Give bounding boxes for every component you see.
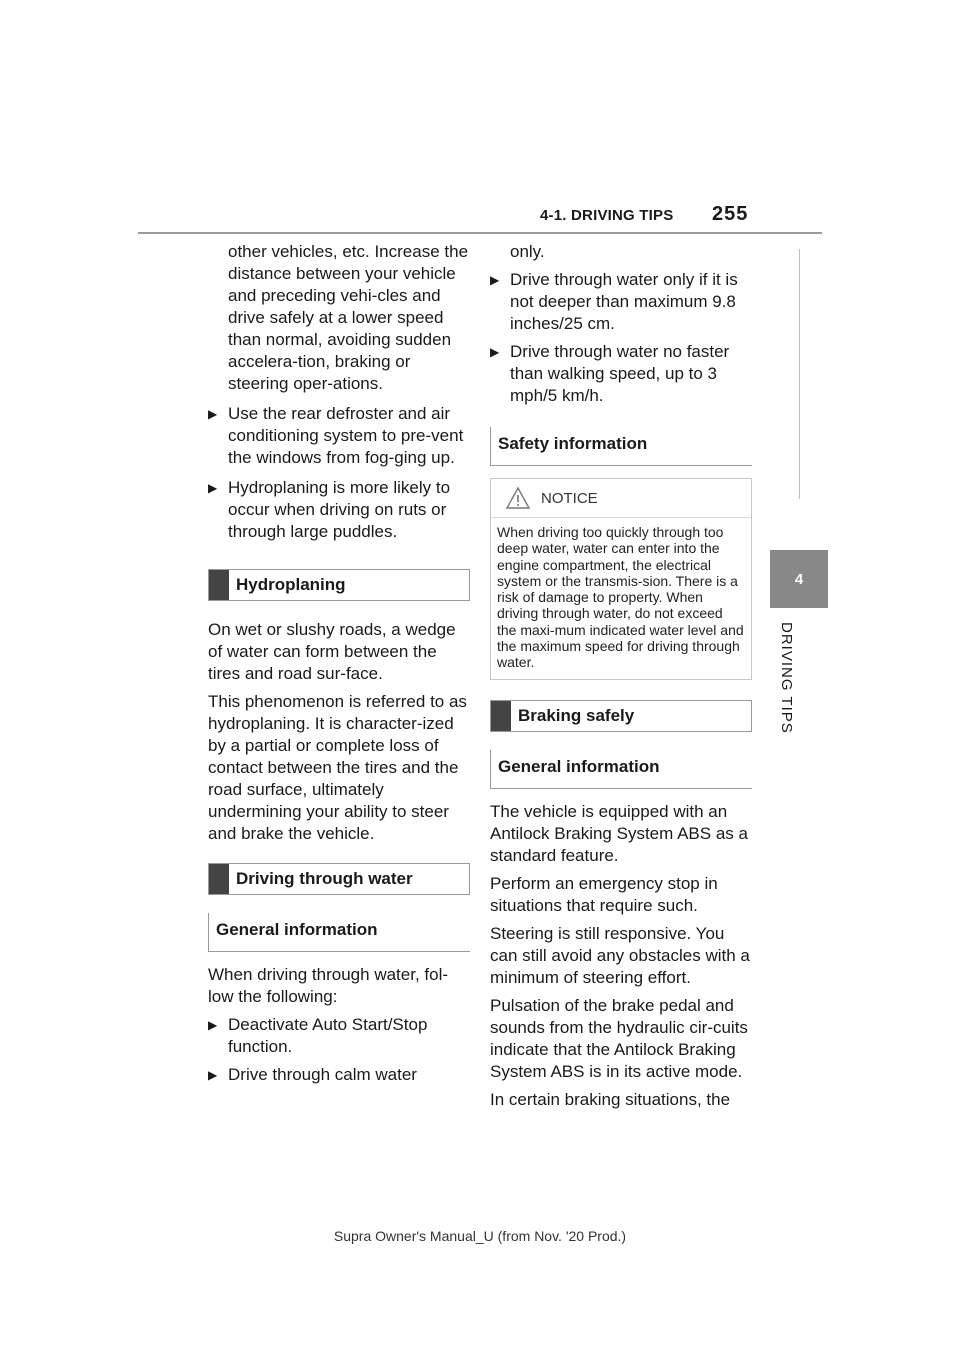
list-item: ▶ Use the rear defroster and air conditioning system to pre-vent the windows from fog-ging up. (208, 403, 470, 469)
braking-safely-heading (490, 700, 752, 732)
notice-label: NOTICE (541, 490, 598, 507)
heading-text: Hydroplaning (236, 575, 346, 594)
general-information-heading: General information (490, 750, 752, 789)
heading-text: Driving through water (236, 869, 413, 888)
warning-triangle-icon (505, 486, 531, 510)
notice-box (490, 478, 752, 680)
paragraph: In certain braking situations, the (490, 1089, 731, 1109)
general-information-heading: General information (208, 913, 470, 952)
safety-information-heading: Safety information (490, 427, 752, 466)
notice-text: When driving too quickly through too deep water, water can enter into the engine compartment, the electrical system or the transmis-sion. There is a risk of damage to property. When driving through water, do not exceed the maxi-mum indicated water level and the maximum speed for driving through water. (497, 524, 744, 671)
paragraph: On wet or slushy roads, a wedge of water can form between the tires and road sur-face. (208, 620, 456, 683)
list-item: ▶ Hydroplaning is more likely to occur when driving on ruts or through large puddles. (208, 477, 470, 543)
notice-header (491, 479, 751, 518)
heading-bar (209, 570, 229, 600)
heading-bar (209, 864, 229, 894)
heading-text: Braking safely (518, 705, 635, 725)
paragraph: This phenomenon is referred to as hydroplaning. It is character-ized by a partial or complete loss of contact between the tires and the road surface, ultimately undermining your ability to steer and brake the vehicle. (208, 692, 467, 843)
heading-bar (491, 701, 511, 731)
chapter-label: DRIVING TIPS (778, 622, 795, 734)
header-rule (138, 232, 822, 234)
side-divider (799, 249, 800, 499)
right-column (490, 241, 752, 1117)
list-item: ▶ Drive through water only if it is not deeper than maximum 9.8 inches/25 cm. (490, 269, 752, 335)
footer-text: Supra Owner's Manual_U (from Nov. '20 Prod.) (333, 1228, 627, 1244)
paragraph: When driving through water, fol-low the following: (208, 965, 449, 1006)
paragraph: The vehicle is equipped with an Antilock Braking System ABS as a standard feature. (490, 801, 748, 865)
page-number: 255 (712, 203, 749, 225)
paragraph: Steering is still responsive. You can still avoid any obstacles with a minimum of steering effort. (490, 923, 750, 987)
paragraph: Pulsation of the brake pedal and sounds from the hydraulic cir-cuits indicate that the Antilock Braking System ABS is in its active mode. (490, 995, 748, 1081)
paragraph: Perform an emergency stop in situations that require such. (490, 873, 718, 915)
section-title: 4-1. DRIVING TIPS (540, 207, 674, 224)
chapter-tab[interactable] (770, 550, 828, 608)
chapter-number: 4 (794, 570, 804, 588)
list-item: ▶ Drive through calm water (208, 1064, 470, 1086)
hydroplaning-heading (208, 569, 470, 601)
continuation-text: only. (510, 242, 545, 261)
driving-through-water-heading (208, 863, 470, 895)
list-item: ▶ Drive through water no faster than walking speed, up to 3 mph/5 km/h. (490, 341, 752, 407)
continuation-text: other vehicles, etc. Increase the distance between your vehicle and preceding vehi-cles and drive safely at a lower speed than normal, avoiding sudden accelera-tion, braking or steering oper-ations. (228, 242, 469, 393)
left-column (208, 241, 470, 1092)
list-item: ▶ Deactivate Auto Start/Stop function. (208, 1014, 470, 1058)
